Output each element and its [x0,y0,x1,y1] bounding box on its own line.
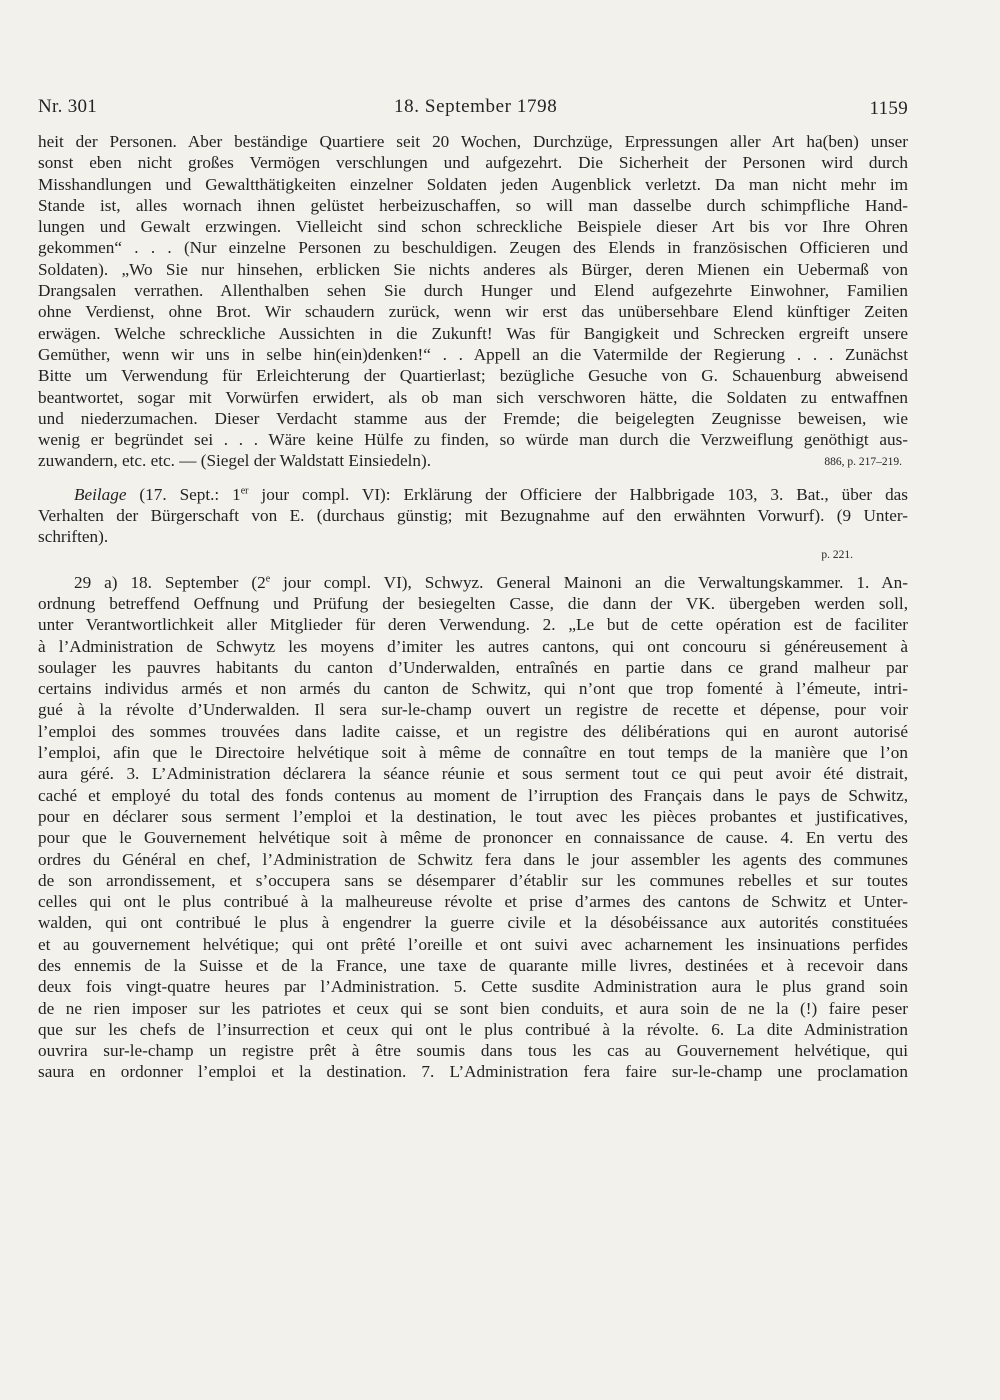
text-line: soulager les pauvres habitants du canton d’Underwalden, entraînés en partie dans ce grand malheur par [38,657,908,677]
text-line: walden, qui ont contribué le plus à engendrer la guerre civile et la désobéissance aux autorités constituées [38,913,908,933]
text-line: beantwortet, sogar mit Vorwürfen erwidert, als ob man sich verschworen hätte, die Soldaten zu entwaffnen [38,387,908,407]
text-line: lungen und Gewalt erzwingen. Vielleicht sind schon schreckliche Beispiele dieser Art bis vor Ihre Ohren [38,217,908,237]
text-line: Drangsalen verrathen. Allenthalben sehen Sie durch Hunger und Elend aufgezehrte Einwohner, Familien [38,281,908,301]
text-line-last: schriften). [38,527,109,547]
beilage-label: Beilage [74,484,127,504]
text-line: l’emploi, afin que le Directoire helvétique soit à même de connaître en tout temps de la manière que l’on [38,743,908,763]
text-line: l’emploi des sommes trouvées dans ladite caisse, et un registre des délibérations qui en auront autorisé [38,721,908,741]
document-number: Nr. 301 [38,96,98,117]
text-line [38,572,908,593]
spacer [38,563,908,572]
text-line: saura en ordonner l’emploi et la destination. 7. L’Administration fera faire sur-le-champ une proclamation [38,1062,908,1082]
text-line: de ne rien imposer sur les patriotes et ceux qui se sont bien conduits, et aura soin de ne la (!) faire peser [38,998,908,1018]
text-line: ohne Verdienst, ohne Brot. Wir schaudern zurück, wenn wir erst das unübersehbare Elend künftiger Zeiten [38,302,908,322]
text-line: à l’Administration de Schwytz les moyens d’imiter les autres cantons, qui ont concouru si généreusement à [38,636,908,656]
text-line: Bitte um Verwendung für Erleichterung der Quartierlast; bezügliche Gesuche von G. Schauenburg abweisend [38,366,908,386]
text-line: ordres du Général en chef, l’Administration de Schwitz fera dans le jour assembler les agents des communes [38,849,908,869]
paragraph-beilage [38,484,908,563]
body-text [38,131,908,1083]
page-header [38,96,908,126]
text-line: que sur les chefs de l’insurrection et ceux qui ont le plus contribué à la révolte. 6. La dite Administration [38,1019,908,1039]
text-line: heit der Personen. Aber beständige Quartiere seit 20 Wochen, Durchzüge, Erpressungen aller Art ha(ben) unser [38,132,908,151]
header-date: 18. September 1798 [394,96,558,117]
text-line: Misshandlungen und Gewaltthätigkeiten einzelner Soldaten jeden Augenblick verletzt. Da man nicht mehr im [38,174,908,194]
text-line: und niederzumachen. Dieser Verdacht stamme aus der Fremde; die beigelegten Zeugnisse beweisen, wie [38,408,908,428]
text-line-last [38,450,908,471]
text-line: celles qui ont le plus contribué à la malheureuse révolte et prise d’armes des cantons de Schwitz et Unter- [38,892,908,912]
paragraph-petition [38,131,908,472]
text-line: certains individus armés et non armés du canton de Schwitz, qui n’ont que trop fomenté à l’émeute, intri- [38,679,908,699]
archive-reference: p. 221. [821,548,853,561]
text-line: wenig er begründet sei . . . Wäre keine Hülfe zu finden, so würde man durch die Verzweiflung genöthigt aus- [38,430,908,450]
text-line: Verhalten der Bürgerschaft von E. (durchaus günstig; mit Bezugnahme auf den erwähnten Vorwurf). (9 Unter- [38,506,908,526]
superscript-e: e [265,572,271,584]
paragraph-mainoni [38,572,908,1083]
entry-number-date: 29 a) 18. September (2 [74,572,266,592]
text-line: gué à la révolte d’Underwalden. Il sera sur-le-champ ouvert un registre de recette et dépense, pour voir [38,700,908,720]
text-line: gekommen“ . . . (Nur einzelne Personen zu beschuldigen. Zeugen des Elends in französischen Officieren und [38,238,908,258]
text-line [38,484,908,505]
text-line: aura géré. 3. L’Administration déclarera la séance réunie et sous serment tout ce qui peut avoir été distrait, [38,764,908,784]
text-line: erwägen. Welche schreckliche Aussichten in die Zukunft! Was für Bangigkeit und Schrecken ergreift unsere [38,323,908,343]
text-line: ouvrira sur-le-champ un registre prêt à être soumis dans tous les cas au Gouvernement helvétique, qui [38,1041,908,1061]
page-number: 1159 [869,98,908,119]
text-line: de son arrondissement, et s’occupera sans se désemparer d’établir sur les communes rebelles et sur toutes [38,870,908,890]
superscript-er: er [240,485,249,497]
entry-heading-rest: jour compl. VI), Schwyz. General Mainoni an die Verwaltungskammer. 1. An- [270,572,909,592]
text-line: sonst eben nicht großes Vermögen verschlungen und aufgezehrt. Die Sicherheit der Personen wird durch [38,153,908,173]
archive-reference: 886, p. 217–219. [824,456,902,469]
text-line: Soldaten). „Wo Sie nur hinsehen, erblicken Sie nichts anderes als Bürger, deren Mienen ein Uebermaß von [38,259,908,279]
text-line: caché et employé du total des fonds contenus au moment de l’irruption des Français dans le pays de Schwitz, [38,785,908,805]
text-line-content: zuwandern, etc. etc. — (Siegel der Waldstatt Einsiedeln). [38,451,431,471]
text-line: Gemüther, wenn wir uns in selbe hin(ein)denken!“ . . Appell an die Vatermilde der Regierung . . . Zunächst [38,344,908,364]
text-line: Stande ist, alles wornach ihnen gelüstet herbeizuschaffen, so will man dasselbe durch schimpfliche Hand- [38,195,908,215]
text-line: et au gouvernement helvétique; qui ont prêté l’oreille et ont suivi avec acharnement les insinuations perfides [38,934,908,954]
text-line: deux fois vingt-quatre heures par l’Administration. 5. Cette susdite Administration aura le plus grand soin [38,977,908,997]
beilage-text-a: (17. Sept.: 1 [126,484,241,504]
beilage-text-b: jour compl. VI): Erklärung der Officiere der Halbbrigade 103, 3. Bat., über das [248,484,908,504]
text-line: pour en déclarer sous serment l’emploi et la destination, le tout avec les pièces probantes et justificatives, [38,806,908,826]
text-line: des ennemis de la Suisse et de la France, une taxe de quarante mille livres, destinées et à recevoir dans [38,955,908,975]
text-line: ordnung betreffend Oeffnung und Prüfung der besiegelten Casse, die dann der VK. übergeben werden soll, [38,593,908,613]
text-line: pour que le Gouvernement helvétique soit à même de prononcer en connaissance de cause. 4. En vertu des [38,828,908,848]
spacer [38,472,908,484]
text-line: unter Verantwortlichkeit aller Mitglieder für deren Verwendung. 2. „Le but de cette opération est de faciliter [38,615,908,635]
